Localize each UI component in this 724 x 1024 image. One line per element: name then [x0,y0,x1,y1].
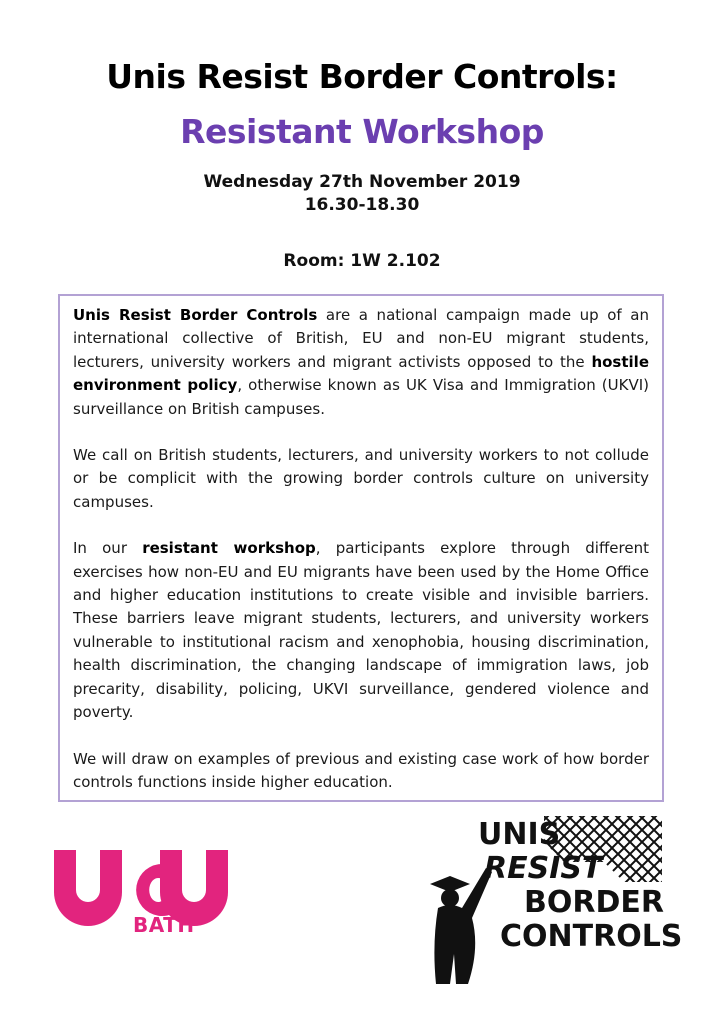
urbc-logo [414,812,683,982]
ucu-subtitle: BATH [133,913,195,937]
paragraph-call: We call on British students, lecturers, and university workers to not collude or be complicit with the growing border controls culture on university campuses. [73,446,649,511]
event-time: 16.30-18.30 [304,195,420,215]
urbc-line-3: BORDER [524,885,664,920]
campaign-name: Unis Resist Border Controls [73,306,318,324]
paragraph-intro-text-2: , otherwise known as UK Visa and Immigration (UKVI) surveillance on British campuses. [73,376,649,418]
urbc-line-2: RESIST [484,851,603,886]
graduate-figure-icon [430,868,492,984]
urbc-line-1: UNIS [478,817,561,852]
paragraph-casework: We will draw on examples of previous and existing case work of how border controls functions inside higher education. [73,749,649,791]
paragraph-workshop-text-2: , participants explore through different exercises how non-EU and EU migrants have been used by the Home Office and higher education institutions to create visible and invisible barriers. These barriers leave migrant students, lecturers, and university workers vulnerable to institutional racism and xenophobia, housing discrimination, health discrimination, the changing landscape of immigration laws, job precarity, disability, policing, UKVI surveillance, gendered violence and poverty. [73,539,649,722]
title-line-2: Resistant Workshop [180,112,544,151]
paragraph-workshop-text-1: In our [73,539,143,558]
paragraph-intro-text-1: are a national campaign made up of an international collective of British, EU and non-EU migrant students, lecturers, university workers and migrant activists opposed to the [73,306,649,371]
event-date: Wednesday 27th November 2019 [203,172,521,192]
title-line-1: Unis Resist Border Controls: [106,57,618,96]
paragraph-intro [73,304,649,421]
event-room: Room: 1W 2.102 [283,251,441,271]
urbc-line-4: CONTROLS [500,919,683,954]
paragraph-workshop [73,537,649,724]
policy-name: hostile environment policy [73,352,649,395]
workshop-name: resistant workshop [142,539,316,558]
description-box [58,294,664,802]
